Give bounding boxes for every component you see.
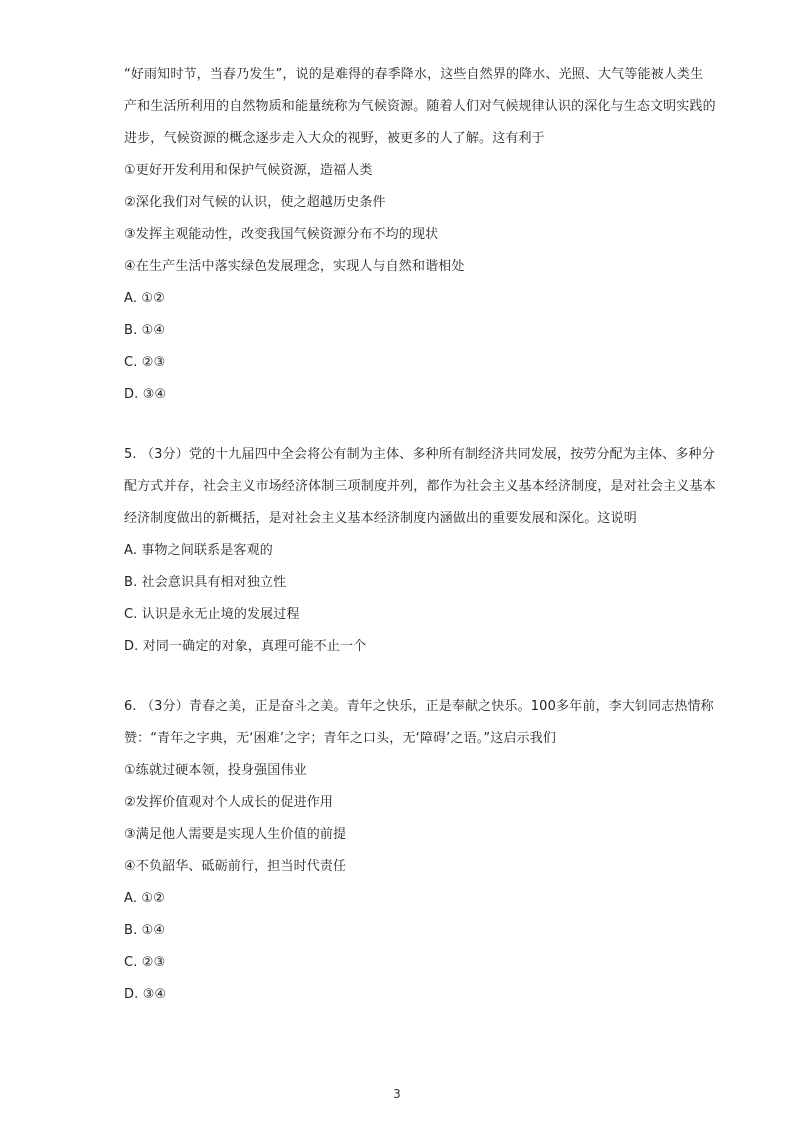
q4-statement-3: ③发挥主观能动性，改变我国气候资源分布不均的现状 — [124, 227, 439, 242]
q5-option-c: C. 认识是永无止境的发展过程 — [124, 607, 300, 622]
q5-stem-line-3: 经济制度做出的新概括，是对社会主义基本经济制度内涵做出的重要发展和深化。这说明 — [124, 511, 637, 526]
q6-statement-1: ①练就过硬本领，投身强国伟业 — [124, 763, 307, 778]
page-number: 3 — [393, 1087, 401, 1101]
q4-stem-line-3: 进步，气候资源的概念逐步走入大众的视野，被更多的人了解。这有利于 — [124, 131, 545, 146]
q4-stem-line-2: 产和生活所利用的自然物质和能量统称为气候资源。随着人们对气候规律认识的深化与生态文明实践的 — [124, 99, 716, 114]
q5-option-d: D. 对同一确定的对象，真理可能不止一个 — [124, 639, 367, 654]
q5-stem-line-2: 配方式并存，社会主义市场经济体制三项制度并列，都作为社会主义基本经济制度，是对社会主义基本 — [124, 479, 716, 494]
q6-option-b: B. ①④ — [124, 923, 166, 938]
q4-stem-line-1: “好雨知时节，当春乃发生”，说的是难得的春季降水，这些自然界的降水、光照、大气等能被人类生 — [124, 67, 704, 82]
q4-option-c: C. ②③ — [124, 355, 166, 370]
q4-statement-1: ①更好开发利用和保护气候资源，造福人类 — [124, 163, 373, 178]
q6-stem-line-2: 赞：“青年之字典，无‘困难’之字；青年之口头，无‘障碍’之语。”这启示我们 — [124, 731, 557, 746]
q6-statement-3: ③满足他人需要是实现人生价值的前提 — [124, 827, 347, 842]
q4-option-d: D. ③④ — [124, 387, 167, 402]
q5-option-a: A. 事物之间联系是客观的 — [124, 543, 273, 558]
q6-statement-2: ②发挥价值观对个人成长的促进作用 — [124, 795, 334, 810]
q6-option-c: C. ②③ — [124, 955, 166, 970]
q6-stem-line-1: 6. （3分）青春之美，正是奋斗之美。青年之快乐，正是奉献之快乐。100多年前，李大钊同志热情称 — [124, 699, 714, 714]
q4-statement-2: ②深化我们对气候的认识，使之超越历史条件 — [124, 195, 386, 210]
q4-option-a: A. ①② — [124, 291, 165, 306]
q4-option-b: B. ①④ — [124, 323, 166, 338]
q5-option-b: B. 社会意识具有相对独立性 — [124, 575, 287, 590]
q6-option-d: D. ③④ — [124, 987, 167, 1002]
q5-stem-line-1: 5. （3分）党的十九届四中全会将公有制为主体、多种所有制经济共同发展，按劳分配为主体、多种分 — [124, 447, 715, 462]
q6-option-a: A. ①② — [124, 891, 165, 906]
q4-statement-4: ④在生产生活中落实绿色发展理念，实现人与自然和谐相处 — [124, 259, 465, 274]
q6-statement-4: ④不负韶华、砥砺前行，担当时代责任 — [124, 859, 347, 874]
